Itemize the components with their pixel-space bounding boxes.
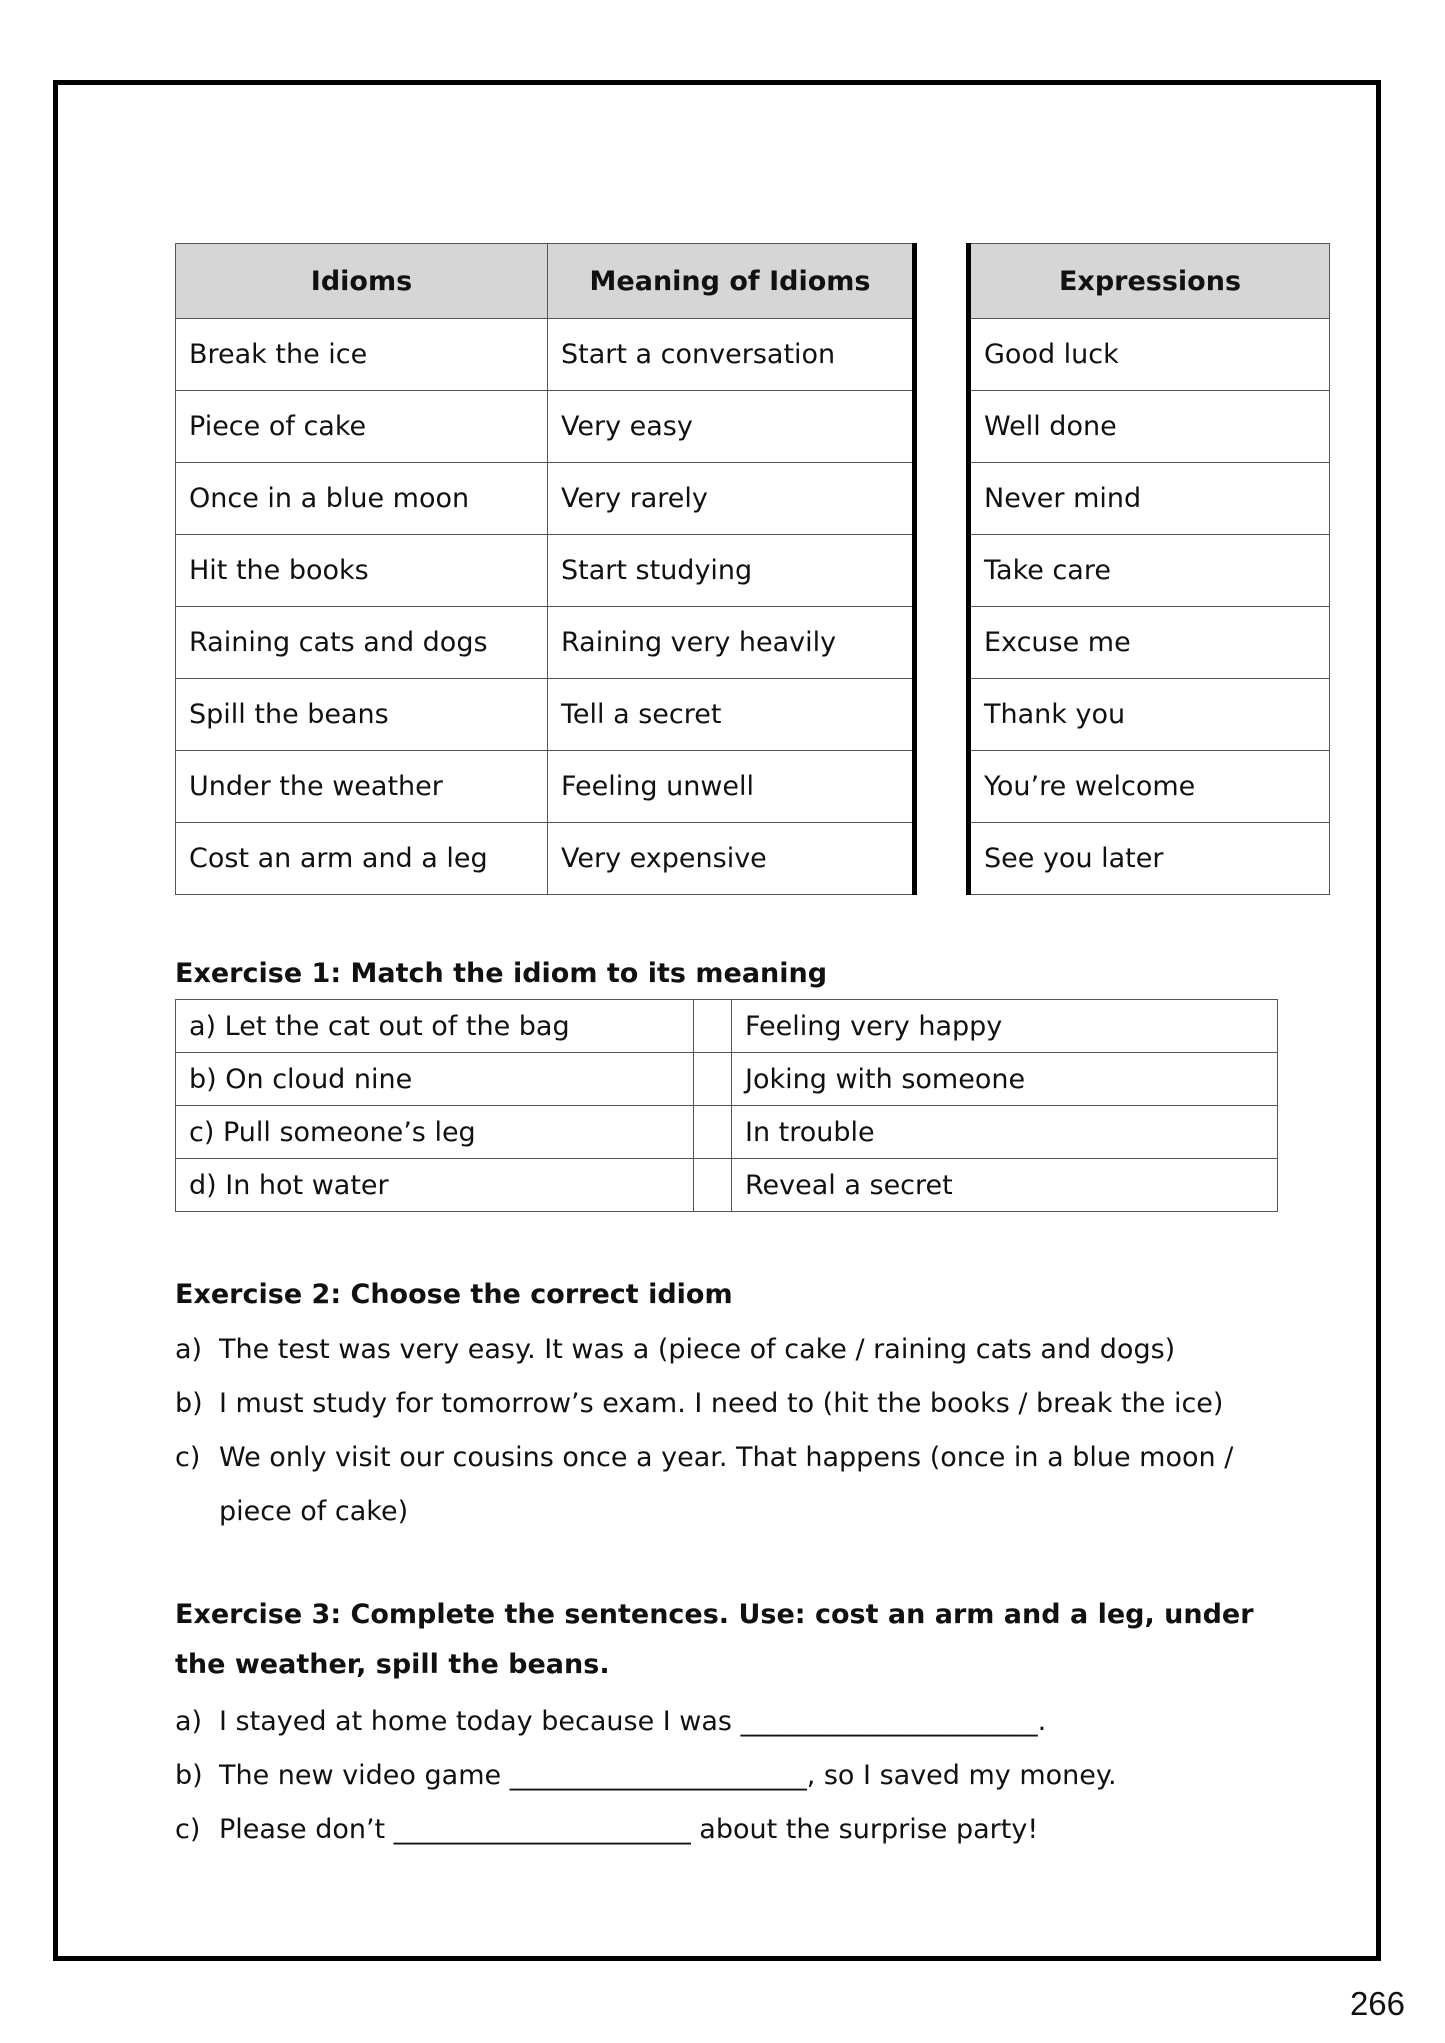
item-label: c)	[175, 1814, 201, 1845]
list-item	[175, 1431, 1295, 1539]
item-label: a)	[175, 1706, 203, 1737]
matching-table	[175, 999, 1278, 1212]
list-item	[175, 1695, 1295, 1749]
idiom-cell: Hit the books	[176, 535, 548, 607]
item-text: I must study for tomorrow’s exam. I need to (hit the books / break the ice)	[219, 1388, 1224, 1419]
idiom-cell: Piece of cake	[176, 391, 548, 463]
meaning-cell: Very rarely	[548, 463, 915, 535]
answer-box[interactable]	[694, 1053, 732, 1106]
table-row	[176, 607, 915, 679]
item-text: The new video game ______________________, so I saved my money.	[219, 1760, 1117, 1791]
idiom-cell: Break the ice	[176, 319, 548, 391]
match-idiom-cell: b) On cloud nine	[176, 1053, 694, 1106]
expression-cell: Excuse me	[969, 607, 1330, 679]
table-row	[176, 823, 915, 895]
expression-cell: Well done	[969, 391, 1330, 463]
expression-cell: You’re welcome	[969, 751, 1330, 823]
item-label: b)	[175, 1388, 203, 1419]
table-row	[176, 1000, 1278, 1053]
item-label: b)	[175, 1760, 203, 1791]
match-meaning-cell: Joking with someone	[732, 1053, 1278, 1106]
table-row	[969, 607, 1330, 679]
item-text: The test was very easy. It was a (piece of cake / raining cats and dogs)	[219, 1334, 1176, 1365]
expressions-header: Expressions	[969, 244, 1330, 319]
table-row	[176, 1106, 1278, 1159]
match-idiom-cell: d) In hot water	[176, 1159, 694, 1212]
item-label: a)	[175, 1334, 203, 1365]
meaning-cell: Start a conversation	[548, 319, 915, 391]
table-row	[176, 1053, 1278, 1106]
exercise2-list	[175, 1323, 1295, 1539]
answer-box[interactable]	[694, 1159, 732, 1212]
table-row	[969, 751, 1330, 823]
item-label: c)	[175, 1442, 201, 1473]
item-text: I stayed at home today because I was ______________________.	[219, 1706, 1047, 1737]
exercise3-list	[175, 1695, 1295, 1857]
table-row	[176, 463, 915, 535]
exercise2-title: Exercise 2: Choose the correct idiom	[175, 1279, 733, 1310]
table-row	[176, 751, 915, 823]
meaning-cell: Feeling unwell	[548, 751, 915, 823]
table-row	[176, 391, 915, 463]
expression-cell: Good luck	[969, 319, 1330, 391]
idiom-cell: Spill the beans	[176, 679, 548, 751]
table-row	[176, 1159, 1278, 1212]
idiom-cell: Under the weather	[176, 751, 548, 823]
list-item	[175, 1323, 1295, 1377]
meaning-cell: Raining very heavily	[548, 607, 915, 679]
table-row	[176, 319, 915, 391]
match-idiom-cell: c) Pull someone’s leg	[176, 1106, 694, 1159]
answer-box[interactable]	[694, 1000, 732, 1053]
expression-cell: Take care	[969, 535, 1330, 607]
idiom-cell: Raining cats and dogs	[176, 607, 548, 679]
item-text: We only visit our cousins once a year. That happens (once in a blue moon / piece of cake)	[219, 1442, 1234, 1527]
item-text: Please don’t ______________________ about the surprise party!	[219, 1814, 1039, 1845]
page-number: 266	[1349, 1985, 1405, 2022]
list-item	[175, 1749, 1295, 1803]
list-item	[175, 1803, 1295, 1857]
table-row	[176, 535, 915, 607]
answer-box[interactable]	[694, 1106, 732, 1159]
table-row	[969, 463, 1330, 535]
table-row	[176, 679, 915, 751]
table-row	[969, 535, 1330, 607]
table-row	[969, 319, 1330, 391]
idiom-cell: Once in a blue moon	[176, 463, 548, 535]
meaning-cell: Start studying	[548, 535, 915, 607]
table-row	[969, 679, 1330, 751]
expression-cell: Thank you	[969, 679, 1330, 751]
table-row	[969, 823, 1330, 895]
idiom-cell: Cost an arm and a leg	[176, 823, 548, 895]
table-row	[969, 391, 1330, 463]
match-idiom-cell: a) Let the cat out of the bag	[176, 1000, 694, 1053]
meaning-cell: Very easy	[548, 391, 915, 463]
match-meaning-cell: In trouble	[732, 1106, 1278, 1159]
meaning-cell: Tell a secret	[548, 679, 915, 751]
expression-cell: Never mind	[969, 463, 1330, 535]
match-meaning-cell: Feeling very happy	[732, 1000, 1278, 1053]
expressions-table	[966, 243, 1330, 895]
meaning-cell: Very expensive	[548, 823, 915, 895]
exercise1-title: Exercise 1: Match the idiom to its meaning	[175, 958, 828, 989]
exercise3-title: Exercise 3: Complete the sentences. Use: cost an arm and a leg, under the weather, spill the beans.	[175, 1599, 1254, 1680]
idioms-table	[175, 243, 917, 895]
match-meaning-cell: Reveal a secret	[732, 1159, 1278, 1212]
meaning-header: Meaning of Idioms	[548, 244, 915, 319]
list-item	[175, 1377, 1295, 1431]
expression-cell: See you later	[969, 823, 1330, 895]
idioms-header: Idioms	[176, 244, 548, 319]
